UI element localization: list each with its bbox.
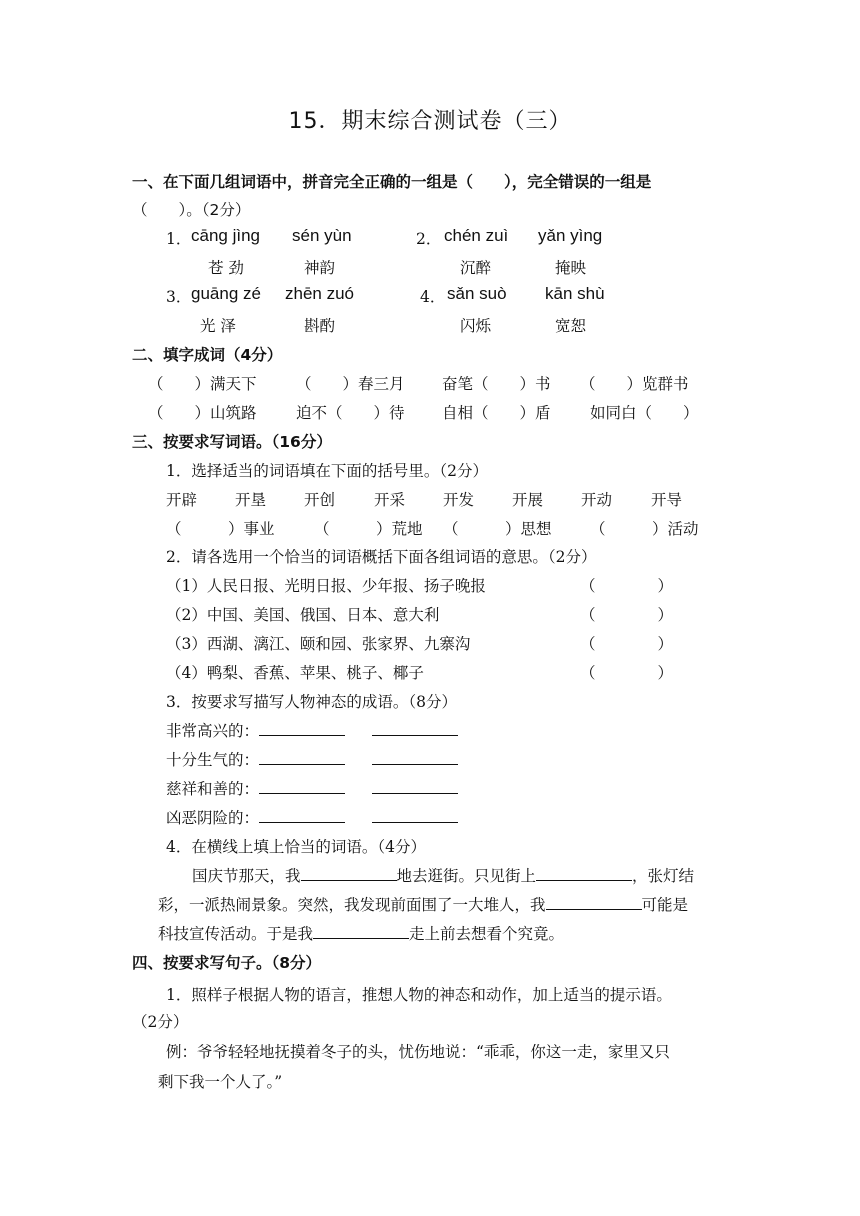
answer-line[interactable]: [259, 777, 345, 794]
group-4-pinyin-a: sǎn suò: [447, 284, 507, 303]
idiom-8: 如同白（ ）: [590, 404, 699, 422]
group-4-word-b: 宽恕: [555, 317, 587, 335]
group-item-2: （2）中国、美国、俄国、日本、意大利: [166, 606, 440, 624]
example-sentence: 例：爷爷轻轻地抚摸着冬子的头，忧伤地说：“乖乖，你这一走，家里又只: [166, 1043, 670, 1061]
expression-row: [166, 719, 458, 741]
answer-line[interactable]: [536, 864, 632, 881]
idiom-1: （ ）满天下: [148, 375, 257, 393]
answer-line[interactable]: [372, 748, 458, 765]
group-3-word-a: 光 泽: [200, 317, 236, 335]
q4-1-prompt: 1．照样子根据人物的语言，推想人物的神态和动作，加上适当的提示语。: [166, 986, 672, 1004]
group-3-pinyin-b: zhēn zuó: [285, 284, 354, 303]
group-1-pinyin-b: sén yùn: [292, 226, 352, 245]
expression-label: 非常高兴的：: [166, 722, 260, 740]
q3-4-prompt: 4．在横线上填上恰当的词语。（4分）: [166, 838, 426, 856]
group-1-word-a: 苍 劲: [208, 259, 244, 277]
passage-text: 可能是: [641, 896, 689, 914]
example-sentence-cont: 剩下我一个人了。”: [158, 1073, 283, 1091]
answer-line[interactable]: [259, 719, 345, 736]
group-4-word-a: 闪烁: [460, 317, 492, 335]
group-1-pinyin-a: cāng jìng: [191, 226, 260, 245]
passage-line-3: [158, 922, 564, 944]
expression-row: [166, 777, 458, 799]
group-item-3: （3）西湖、漓江、颐和园、张家界、九寨沟: [166, 635, 471, 653]
passage-text: 地去逛街。只见街上: [396, 867, 537, 885]
idiom-4: （ ）览群书: [580, 375, 689, 393]
word-option: 开垦: [235, 491, 267, 509]
idiom-5: （ ）山筑路: [148, 404, 257, 422]
group-1-num: 1．: [166, 230, 192, 248]
expression-row: [166, 806, 458, 828]
group-item-4: （4）鸭梨、香蕉、苹果、桃子、椰子: [166, 664, 424, 682]
group-item-1: （1）人民日报、光明日报、少年报、扬子晚报: [166, 577, 486, 595]
word-option: 开导: [651, 491, 683, 509]
answer-line[interactable]: [372, 777, 458, 794]
fill-blank[interactable]: （ ）活动: [590, 520, 699, 538]
passage-text: 走上前去想看个究竟。: [409, 925, 565, 943]
answer-blank[interactable]: （ ）: [580, 664, 674, 682]
q3-1-prompt: 1．选择适当的词语填在下面的括号里。（2分）: [166, 462, 488, 480]
answer-blank[interactable]: （ ）: [580, 577, 674, 595]
expression-row: [166, 748, 458, 770]
word-option: 开动: [581, 491, 613, 509]
answer-line[interactable]: [301, 864, 397, 881]
passage-text: 彩，一派热闹景象。突然，我发现前面围了一大堆人，我: [158, 896, 546, 914]
section4-heading: 四、按要求写句子。（8分）: [132, 954, 322, 972]
answer-line[interactable]: [372, 719, 458, 736]
group-2-pinyin-b: yǎn yìng: [538, 226, 603, 245]
expression-label: 十分生气的：: [166, 751, 260, 769]
group-3-pinyin-a: guāng zé: [191, 284, 261, 303]
expression-label: 凶恶阴险的：: [166, 809, 260, 827]
group-1-word-b: 神韵: [304, 259, 336, 277]
q3-2-prompt: 2．请各选用一个恰当的词语概括下面各组词语的意思。（2分）: [166, 548, 597, 566]
passage-text: 国庆节那天，我: [192, 867, 301, 885]
fill-blank[interactable]: （ ）事业: [166, 520, 275, 538]
answer-line[interactable]: [546, 893, 642, 910]
expression-label: 慈祥和善的：: [166, 780, 260, 798]
group-2-word-a: 沉醉: [460, 259, 492, 277]
group-3-num: 3．: [166, 288, 192, 306]
passage-text: ，张灯结: [632, 867, 695, 885]
word-option: 开辟: [166, 491, 198, 509]
answer-line[interactable]: [313, 922, 409, 939]
word-option: 开发: [443, 491, 475, 509]
answer-line[interactable]: [259, 806, 345, 823]
word-option: 开创: [304, 491, 336, 509]
group-4-num: 4．: [420, 288, 446, 306]
group-3-word-b: 斟酌: [304, 317, 336, 335]
q3-3-prompt: 3．按要求写描写人物神态的成语。（8分）: [166, 693, 457, 711]
fill-blank[interactable]: （ ）荒地: [314, 520, 423, 538]
idiom-3: 奋笔（ ）书: [442, 375, 551, 393]
group-2-pinyin-a: chén zuì: [444, 226, 509, 245]
section1-heading-cont: （ ）。（2分）: [132, 201, 251, 219]
group-2-num: 2．: [416, 230, 442, 248]
group-2-word-b: 掩映: [555, 259, 587, 277]
section2-heading: 二、填字成词（4分）: [132, 346, 283, 364]
section1-heading: 一、在下面几组词语中，拼音完全正确的一组是（ ），完全错误的一组是: [132, 173, 652, 191]
answer-blank[interactable]: （ ）: [580, 635, 674, 653]
page-title: 15．期末综合测试卷（三）: [288, 109, 572, 134]
passage-line-2: [158, 893, 688, 915]
q4-1-prompt-cont: （2分）: [132, 1013, 189, 1031]
section3-heading: 三、按要求写词语。（16分）: [132, 433, 332, 451]
answer-line[interactable]: [372, 806, 458, 823]
passage-text: 科技宣传活动。于是我: [158, 925, 314, 943]
word-option: 开展: [512, 491, 544, 509]
idiom-6: 迫不（ ）待: [296, 404, 405, 422]
word-option: 开采: [374, 491, 406, 509]
passage-line-1: [192, 864, 694, 886]
fill-blank[interactable]: （ ）思想: [443, 520, 552, 538]
answer-blank[interactable]: （ ）: [580, 606, 674, 624]
group-4-pinyin-b: kān shù: [545, 284, 605, 303]
idiom-2: （ ）春三月: [296, 375, 405, 393]
idiom-7: 自相（ ）盾: [442, 404, 551, 422]
answer-line[interactable]: [259, 748, 345, 765]
